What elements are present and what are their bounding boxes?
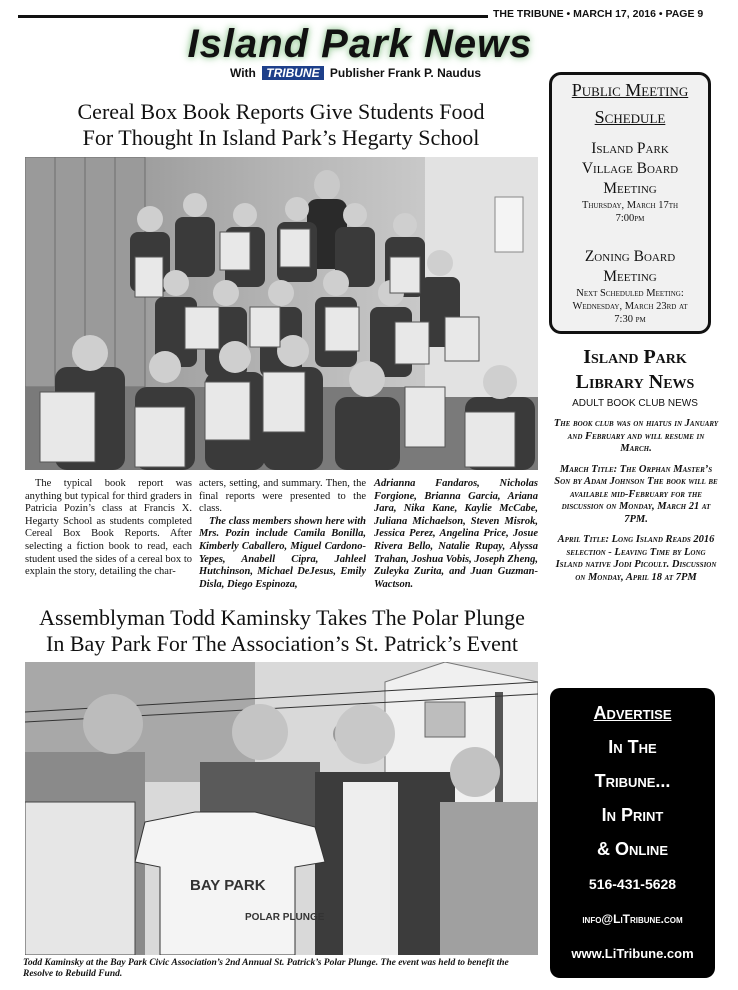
meeting2-line3: Next Scheduled Meeting: xyxy=(576,288,684,299)
ad-email[interactable]: info@LiTribune.com xyxy=(582,912,683,926)
publisher-line xyxy=(230,66,530,80)
library-paragraph3: April Title: Long Island Reads 2016 selection - Leaving Time by Long Island native Jodi Picoult. Discussion on Monday, April 18 at 7PM xyxy=(555,534,717,583)
shirt-text-polar-plunge: POLAR PLUNGE xyxy=(245,912,325,923)
library-subtitle: ADULT BOOK CLUB NEWS xyxy=(572,398,698,409)
article1-column1 xyxy=(25,478,192,579)
ad-website[interactable]: www.LiTribune.com xyxy=(571,946,694,961)
ad-line4: In Print xyxy=(601,805,664,825)
page-info: THE TRIBUNE • MARCH 17, 2016 • PAGE 9 xyxy=(493,8,704,20)
library-body xyxy=(553,418,719,592)
library-title-line2: Library News xyxy=(575,371,695,393)
polar-plunge-photo xyxy=(25,662,538,955)
header-rule xyxy=(18,15,488,18)
article1-column2 xyxy=(199,478,366,591)
library-paragraph2: March Title: The Orphan Master’s Son by Adam Johnson The book will be available mid-February for the discussion on Monday, March 21 at 7PM. xyxy=(554,463,718,525)
classroom-photo xyxy=(25,157,538,470)
shirt-text-bay-park: BAY PARK xyxy=(190,877,266,894)
article1-column3 xyxy=(374,478,538,591)
article2-headline-line1: Assemblyman Todd Kaminsky Takes The Polar Plunge xyxy=(39,605,525,630)
article1-col2-names: The class members shown here with Mrs. Pozin include Camila Bonilla, Kimberly Caballero, Miguel Cardono-Yepes, Anabell Cipra, Jahleel Hutchinson, Michael DeJesus, Emily Disla, Diego Espinoza, xyxy=(199,515,366,590)
article2-headline-line2: In Bay Park For The Association’s St. Patrick’s Event xyxy=(46,631,518,656)
ad-phone: 516-431-5628 xyxy=(588,876,677,892)
library-title xyxy=(549,345,721,395)
masthead-title: Island Park News xyxy=(187,22,533,66)
advertise-box xyxy=(550,688,715,978)
article1-headline-line2: For Thought In Island Park’s Hegarty School xyxy=(82,125,480,150)
meeting1-time: 7:00pm xyxy=(615,213,645,224)
meeting1-line2: Village Board xyxy=(581,160,679,177)
meeting2-time: 7:30 pm xyxy=(614,314,646,325)
article1-col1-text: The typical book report was anything but typical for third graders in Patricia Pozin’s class at Francis X. Hegarty School as students completed Cereal Box Book Reports. After selecting a fiction book to read, each student used the sides of a cereal box to explain the story, detailing the char- xyxy=(25,478,192,578)
meeting-title-line2: Schedule xyxy=(594,107,666,127)
meeting-title-line1: Public Meeting xyxy=(571,80,689,100)
tribune-logo: TRIBUNE xyxy=(262,66,323,80)
with-text: With xyxy=(230,66,256,80)
ad-line1: Advertise xyxy=(593,703,672,723)
ad-line3: Tribune... xyxy=(594,771,671,791)
library-paragraph1: The book club was on hiatus in January and February and will resume in March. xyxy=(553,418,719,454)
ad-line2: In The xyxy=(608,737,657,757)
publisher-text: Publisher Frank P. Naudus xyxy=(329,66,482,80)
meeting1-line3: Meeting xyxy=(603,180,657,197)
meeting1-date: Thursday, March 17th xyxy=(581,200,679,211)
article2-headline xyxy=(22,605,542,657)
article1-headline xyxy=(25,99,537,151)
ad-line5: & Online xyxy=(596,839,668,859)
article1-col2-text: acters, setting, and summary. Then, the final reports were presented to the class. xyxy=(199,478,366,515)
meeting2-line2: Meeting xyxy=(603,268,657,285)
meeting2-line1: Zoning Board xyxy=(584,248,676,265)
meeting1-line1: Island Park xyxy=(591,140,669,157)
article1-headline-line1: Cereal Box Book Reports Give Students Food xyxy=(77,99,485,124)
photo-caption: Todd Kaminsky at the Bay Park Civic Association’s 2nd Annual St. Patrick’s Polar Plunge. The event was held to benefit the Resolve to Rebuild Fund. xyxy=(23,958,509,979)
meeting2-line4: Wednesday, March 23rd at xyxy=(572,301,688,312)
article1-col3-names: Adrianna Fandaros, Nicholas Forgione, Brianna Garcia, Ariana Jara, Nika Kane, Kaylie McCabe, Juliana Michaelson, Steven Misrok, Jessica Perez, Angelina Price, Josue Rivera Bello, Natalie Rupay, Alyssa Trahan, Joshua Vobis, Joseph Zheng, Zuleyka Zurita, and Juan Guzman-Wactson. xyxy=(374,478,538,590)
public-meeting-box xyxy=(549,72,711,334)
library-title-line1: Island Park xyxy=(583,346,687,368)
